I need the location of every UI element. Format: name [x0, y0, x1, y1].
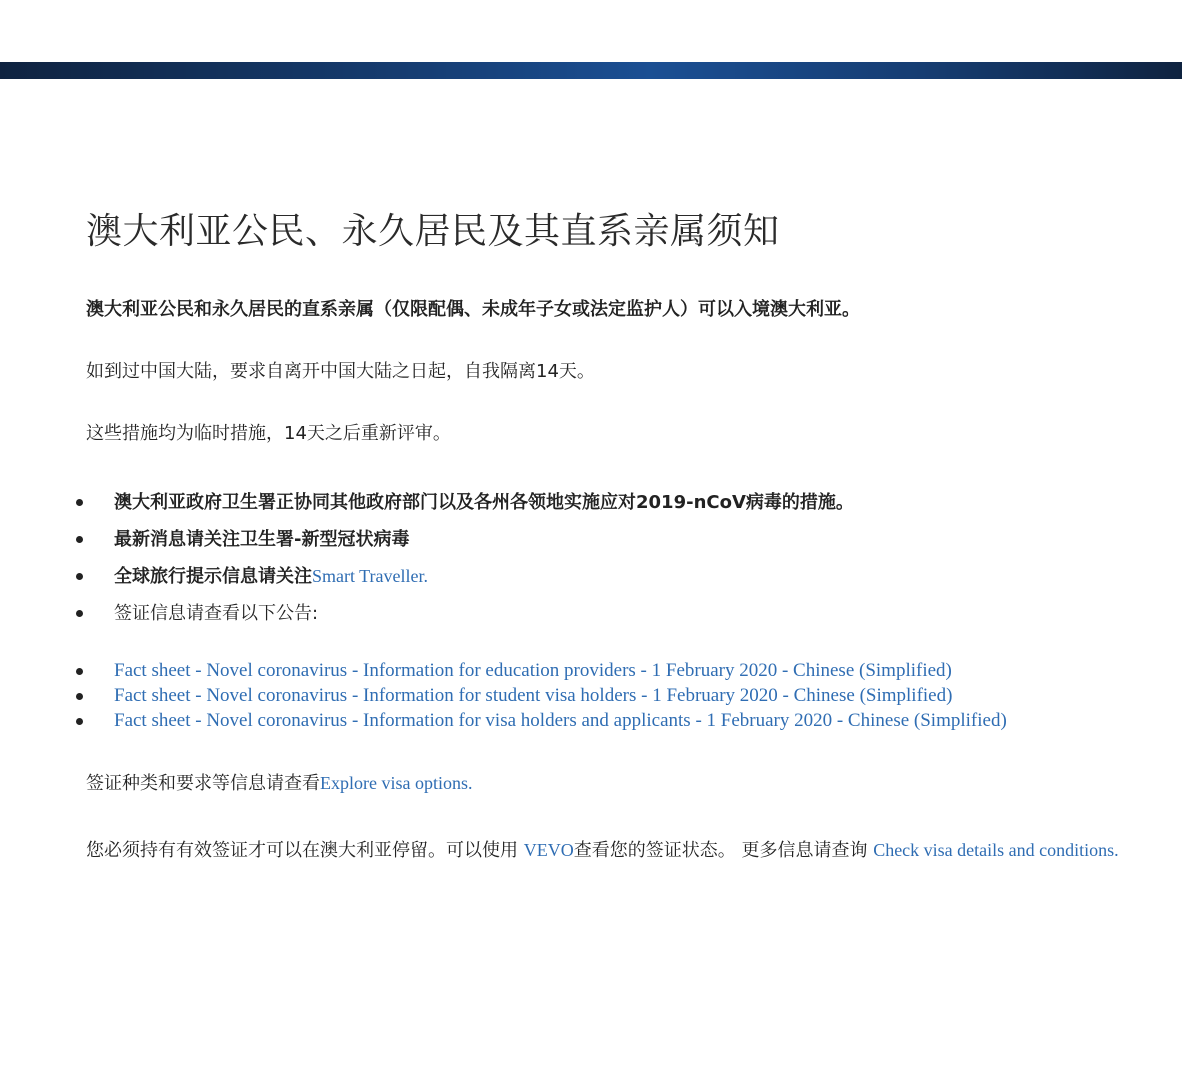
smart-traveller-link[interactable]: Smart Traveller.: [312, 566, 428, 586]
bullet-icon: [76, 536, 83, 543]
fact-sheet-student-link[interactable]: Fact sheet - Novel coronavirus - Information for student visa holders - 1 February 2020 - Chinese (Simplified): [114, 685, 953, 706]
temporary-measures-paragraph: 这些措施均为临时措施，14天之后重新评审。: [86, 423, 451, 444]
check-visa-details-link[interactable]: Check visa details and conditions.: [873, 840, 1119, 860]
self-isolation-paragraph: 如到过中国大陆，要求自离开中国大陆之日起，自我隔离14天。: [86, 361, 595, 382]
bullet-icon: [76, 693, 83, 700]
list-item: [76, 658, 1074, 683]
bullet-icon: [76, 499, 83, 506]
list-item: [76, 558, 1126, 595]
list-item: [76, 708, 1074, 733]
explore-visa-options-link[interactable]: Explore visa options.: [320, 773, 473, 793]
top-banner-bar: [0, 62, 1182, 79]
fact-sheet-list: [76, 658, 1126, 733]
valid-visa-paragraph: [86, 832, 1126, 869]
info-bullet-list: [76, 484, 1126, 632]
notice-content: [86, 208, 1126, 869]
visa-options-text: 签证种类和要求等信息请查看: [86, 773, 320, 794]
health-department-text: 澳大利亚政府卫生署正协同其他政府部门以及各州各领地实施应对2019-nCoV病毒的措施。: [114, 492, 854, 513]
page-title: 澳大利亚公民、永久居民及其直系亲属须知: [86, 211, 780, 252]
vevo-link[interactable]: VEVO: [523, 840, 574, 860]
visa-options-paragraph: [86, 769, 1126, 798]
family-entry-paragraph: 澳大利亚公民和永久居民的直系亲属（仅限配偶、未成年子女或法定监护人）可以入境澳大利亚。: [86, 299, 860, 320]
visa-info-text: 签证信息请查看以下公告:: [114, 603, 319, 624]
bullet-icon: [76, 573, 83, 580]
fact-sheet-education-link[interactable]: Fact sheet - Novel coronavirus - Information for education providers - 1 February 2020 - Chinese (Simplified): [114, 660, 952, 681]
visa-status-text: 查看您的签证状态。 更多信息请查询: [573, 840, 874, 861]
fact-sheet-visa-holders-link[interactable]: Fact sheet - Novel coronavirus - Information for visa holders and applicants - 1 February 2020 - Chinese (Simplified): [114, 710, 1007, 731]
travel-advice-text: 全球旅行提示信息请关注: [114, 566, 312, 587]
valid-visa-text: 您必须持有有效签证才可以在澳大利亚停留。可以使用: [86, 840, 524, 861]
list-item: [76, 521, 1126, 558]
bullet-icon: [76, 668, 83, 675]
list-item: [76, 683, 1074, 708]
latest-news-text: 最新消息请关注卫生署-新型冠状病毒: [114, 529, 410, 550]
bullet-icon: [76, 610, 83, 617]
bullet-icon: [76, 718, 83, 725]
list-item: [76, 595, 1126, 632]
list-item: [76, 484, 1126, 521]
